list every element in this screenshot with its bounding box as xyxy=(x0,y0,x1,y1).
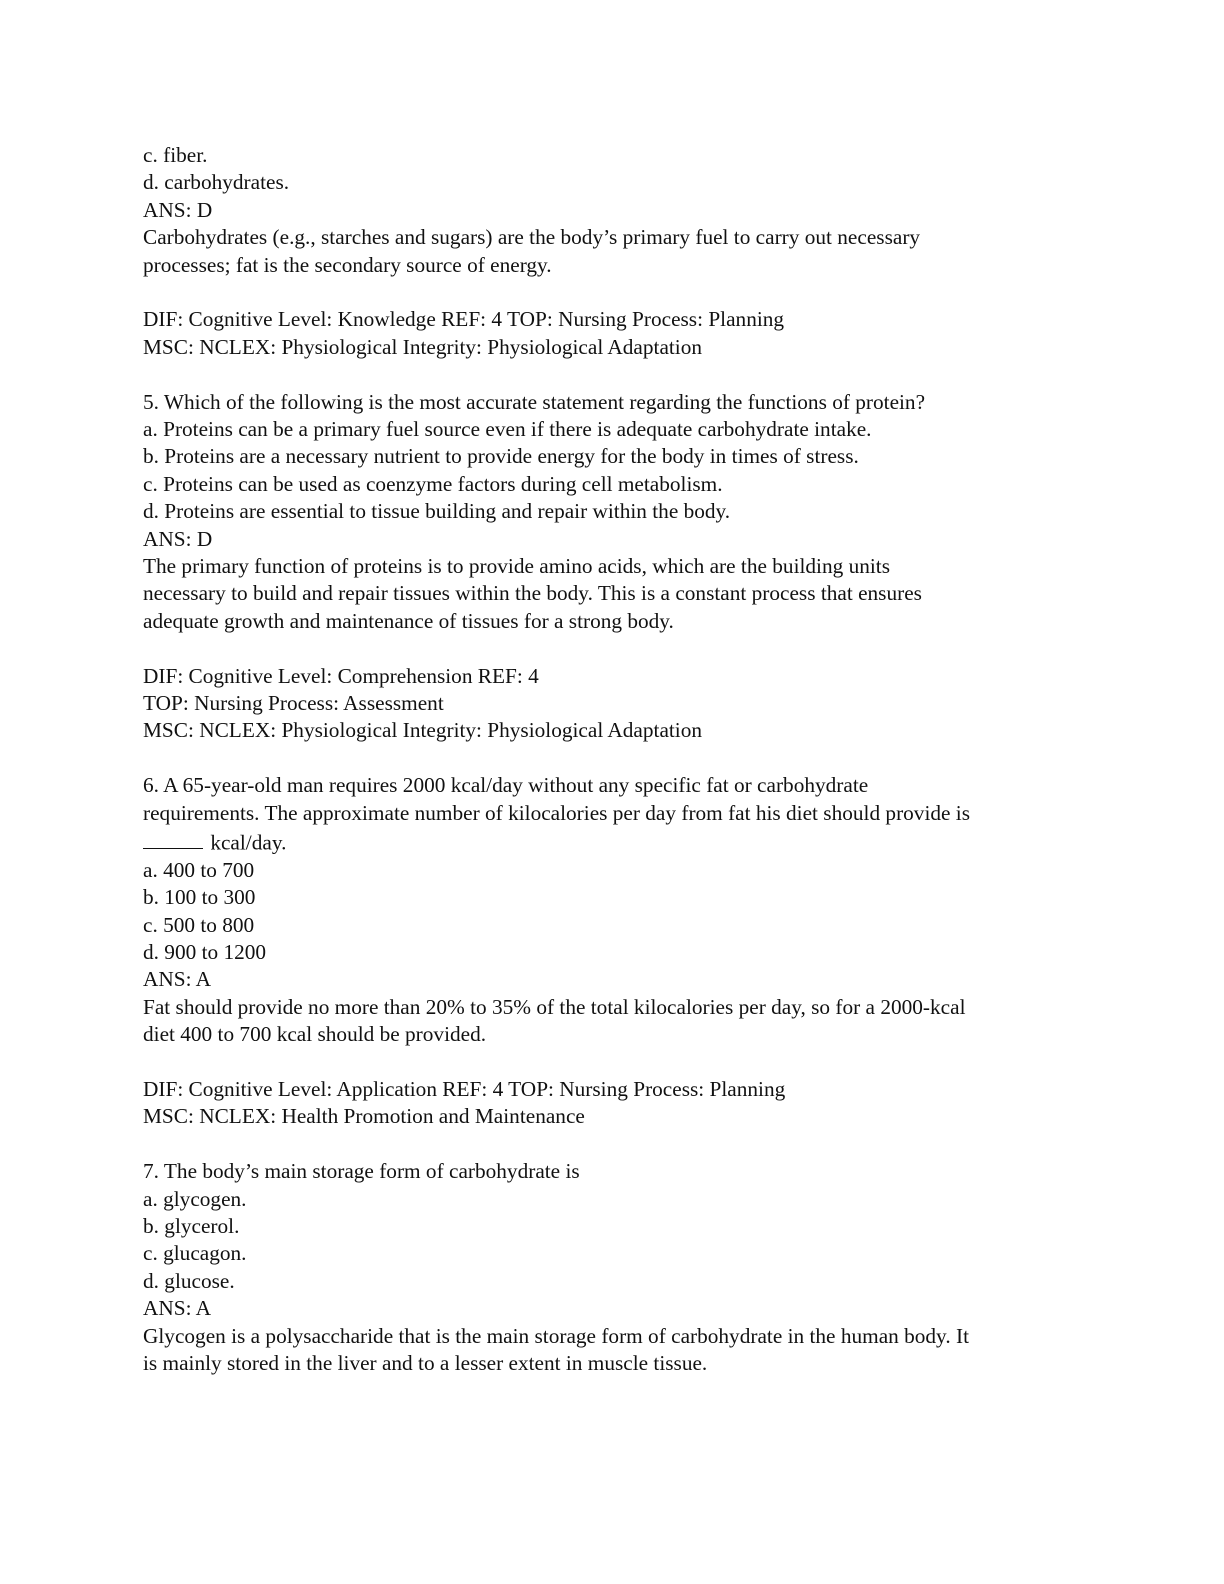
option-c: c. Proteins can be used as coenzyme factors during cell metabolism. xyxy=(143,471,723,496)
fill-in-blank xyxy=(143,827,203,849)
spacer xyxy=(143,1131,1083,1158)
answer: ANS: A xyxy=(143,1296,212,1321)
rationale-line-2: diet 400 to 700 kcal should be provided. xyxy=(143,1022,487,1047)
option-d: d. Proteins are essential to tissue building and repair within the body. xyxy=(143,499,731,524)
rationale-line-1: Fat should provide no more than 20% to 35% of the total kilocalories per day, so for a 2000-kcal xyxy=(143,994,966,1019)
option-c: c. 500 to 800 xyxy=(143,912,255,937)
meta-msc: MSC: NCLEX: Health Promotion and Maintenance xyxy=(143,1104,585,1129)
rationale-line-2: processes; fat is the secondary source of energy. xyxy=(143,252,552,277)
question-6 xyxy=(143,772,1083,1131)
spacer xyxy=(143,361,1083,388)
spacer xyxy=(143,1049,1083,1076)
question-stem-line-1: 6. A 65-year-old man requires 2000 kcal/day without any specific fat or carbohydrate xyxy=(143,773,869,798)
meta-msc: MSC: NCLEX: Physiological Integrity: Physiological Adaptation xyxy=(143,718,703,743)
option-a: a. glycogen. xyxy=(143,1186,247,1211)
question-5 xyxy=(143,389,1083,745)
rationale-line-1: The primary function of proteins is to provide amino acids, which are the building units xyxy=(143,554,891,579)
option-d: d. carbohydrates. xyxy=(143,170,290,195)
meta-dif: DIF: Cognitive Level: Application REF: 4 TOP: Nursing Process: Planning xyxy=(143,1077,786,1102)
option-d: d. glucose. xyxy=(143,1268,235,1293)
spacer xyxy=(143,635,1083,662)
rationale-line-1: Carbohydrates (e.g., starches and sugars) are the body’s primary fuel to carry out necessary xyxy=(143,225,921,250)
option-c: c. fiber. xyxy=(143,143,208,167)
option-a: a. 400 to 700 xyxy=(143,857,255,882)
question-stem-line-3 xyxy=(143,827,1083,857)
question-4-continued xyxy=(143,142,1083,361)
meta-dif: DIF: Cognitive Level: Comprehension REF: 4 xyxy=(143,663,539,688)
rationale-line-2: necessary to build and repair tissues within the body. This is a constant process that ensures xyxy=(143,581,922,606)
meta-msc: MSC: NCLEX: Physiological Integrity: Physiological Adaptation xyxy=(143,334,703,359)
option-b: b. glycerol. xyxy=(143,1214,240,1239)
answer: ANS: A xyxy=(143,967,212,992)
spacer xyxy=(143,279,1083,306)
rationale-line-3: adequate growth and maintenance of tissues for a strong body. xyxy=(143,608,674,633)
question-7 xyxy=(143,1158,1083,1377)
option-b: b. 100 to 300 xyxy=(143,885,256,910)
meta-top: TOP: Nursing Process: Assessment xyxy=(143,691,444,716)
rationale-line-1: Glycogen is a polysaccharide that is the main storage form of carbohydrate in the human body. It xyxy=(143,1323,969,1348)
option-b: b. Proteins are a necessary nutrient to provide energy for the body in times of stress. xyxy=(143,444,859,469)
answer: ANS: D xyxy=(143,197,213,222)
answer: ANS: D xyxy=(143,526,213,551)
meta-dif: DIF: Cognitive Level: Knowledge REF: 4 TOP: Nursing Process: Planning xyxy=(143,307,785,332)
question-stem: 5. Which of the following is the most accurate statement regarding the functions of protein? xyxy=(143,389,926,414)
option-a: a. Proteins can be a primary fuel source even if there is adequate carbohydrate intake. xyxy=(143,417,872,442)
document-page xyxy=(143,142,1083,1377)
question-stem-line-2: requirements. The approximate number of kilocalories per day from fat his diet should provide is xyxy=(143,800,971,825)
question-stem: 7. The body’s main storage form of carbohydrate is xyxy=(143,1159,580,1184)
option-d: d. 900 to 1200 xyxy=(143,940,267,965)
blank-unit: kcal/day. xyxy=(205,830,287,855)
option-c: c. glucagon. xyxy=(143,1241,247,1266)
rationale-line-2: is mainly stored in the liver and to a lesser extent in muscle tissue. xyxy=(143,1351,708,1376)
spacer xyxy=(143,745,1083,772)
